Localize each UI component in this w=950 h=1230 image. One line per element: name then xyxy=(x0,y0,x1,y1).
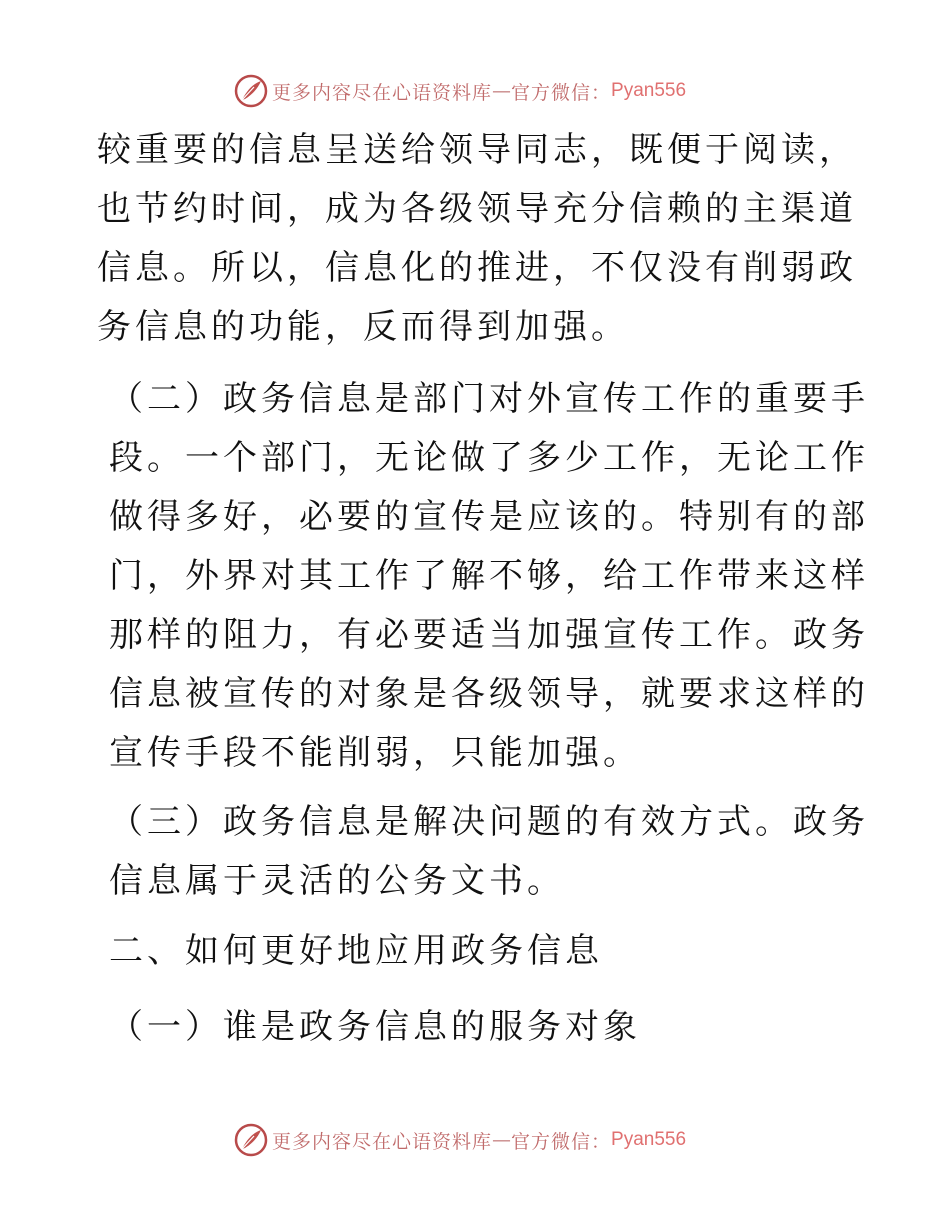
banner-dash: — xyxy=(492,80,512,102)
feather-pen-logo-icon xyxy=(234,74,268,108)
banner-wechat-label: 官方微信： xyxy=(511,81,612,104)
banner-wechat-id: Pyan556 xyxy=(611,1129,687,1150)
banner-wechat-id: Pyan556 xyxy=(611,80,687,101)
section-heading: 二、如何更好地应用政务信息 xyxy=(109,931,603,971)
header-banner xyxy=(234,74,686,108)
feather-pen-logo-icon xyxy=(234,1123,268,1157)
banner-text: 更多内容尽在心语资料库 xyxy=(272,81,493,104)
footer-banner xyxy=(234,1123,686,1157)
banner-wechat-label: 官方微信： xyxy=(511,1130,612,1153)
subsection-heading: （一）谁是政务信息的服务对象 xyxy=(109,1007,641,1047)
paragraph-2: （二）政务信息是部门对外宣传工作的重要手段。一个部门，无论做了多少工作，无论工作做得多好，必要的宣传是应该的。特别有的部门，外界对其工作了解不够，给工作带来这样那样的阻力，有必要适当加强宣传工作。政务信息被宣传的对象是各级领导，就要求这样的宣传手段不能削弱，只能加强。 xyxy=(109,379,869,773)
banner-dash: — xyxy=(492,1129,512,1151)
banner-text: 更多内容尽在心语资料库 xyxy=(272,1130,493,1153)
paragraph-3: （三）政务信息是解决问题的有效方式。政务信息属于灵活的公务文书。 xyxy=(109,802,869,901)
paragraph-1: 较重要的信息呈送给领导同志，既便于阅读，也节约时间，成为各级领导充分信赖的主渠道信息。所以，信息化的推进，不仅没有削弱政务信息的功能，反而得到加强。 xyxy=(97,130,857,347)
